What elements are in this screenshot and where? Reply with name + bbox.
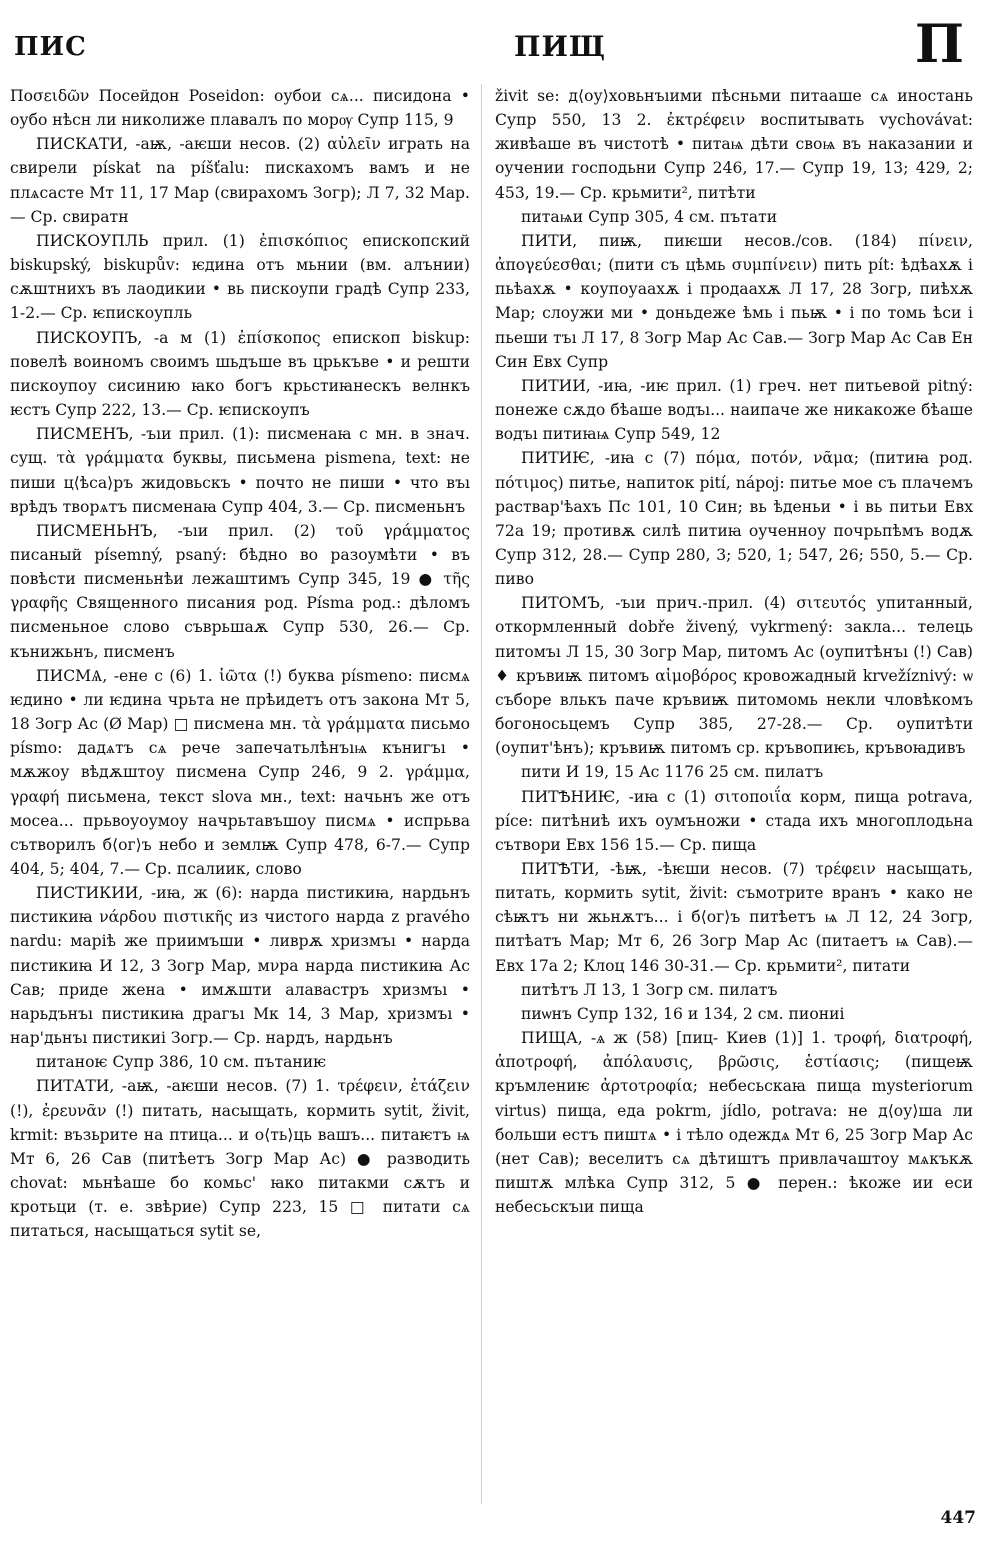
dictionary-entry: ПИТѢТИ, -ѣѭ, -ѣѥши несов. (7) τρέφειν насыщать, питать, кормить sytit, živit: съмотрите вранъ • како не сѣѭтъ ни жьнѫтъ... і б⟨ог⟩ъ питѣетъ ѩ Л 12, 24 Зогр, питѣатъ Мар; Мт 6, 26 Зогр Мар Ас (питаетъ ѩ Сав).— Евх 17а 2; Клоц 146 30-31.— Ср. крьмити², питати <box>495 860 973 975</box>
page-header <box>0 0 1000 80</box>
dictionary-entry: živit se: д⟨оу⟩ховьнъıими пѣсньми питааше сѧ иностань Супр 550, 13 2. ἐκτρέφειν воспитывать vychovávat: живѣаше въ чистотѣ • питаѩ дѣти своѩ въ наказании и оучении господьни Супр 246, 17.— Супр 19, 13; 429, 2; 453, 19.— Ср. крьмити², питѣти <box>495 87 973 202</box>
dictionary-entry: ПИТИ, пиѭ, пиѥши несов./сов. (184) πίνειν, ἀπογεύεσθαι; (пити съ цѣмь συμπίνειν) пить pít: ѣдѣахѫ і пьѣахѫ • коупоуаахѫ і продаахѫ Л 17, 28 Зогр, пиѣхѫ Мар; слоужи ми • доньдеже ѣмь і пьѭ • і по томь ѣси і пьеши тъı Л 17, 8 Зогр Мар Ас Сав.— Зогр Мар Ас Сав Ен Син Евх Супр <box>495 231 973 371</box>
dictionary-entry: ПИСМѦ, -ене с (6) 1. ἰῶτα (!) буква písmeno: писмѧ ѥдино • ли ѥдина чрьта не прѣидетъ отъ закона Мт 5, 18 Зогр Ас (Ø Мар) □ писмена мн. τὰ γράμματα письмо písmo: дадѧтъ сѧ рече запечатьлѣнъıѩ кънигъı • мѫжоу вѣдѫштоу писмена Супр 246, 9 2. γράμμα, γραφή письмена, текст slova мн., text: начьнъ же отъ мосеа... прьвоуоумоу начрьтавъшоу писмѧ • испрьва сътворилъ б⟨ог⟩ъ небо и землѭ Супр 478, 6-7.— Супр 404, 5; 404, 7.— Ср. псалиик, слово <box>10 666 470 878</box>
dictionary-entry: питаѩи Супр 305, 4 см. пътати <box>521 207 778 226</box>
dictionary-entry: пити И 19, 15 Ас 1176 25 см. пилатъ <box>521 763 824 782</box>
column-divider <box>481 84 482 1504</box>
page-number: 447 <box>940 1508 976 1528</box>
right-column <box>495 84 973 1506</box>
dictionary-entry: питѣтъ Л 13, 1 Зогр см. пилатъ <box>521 980 778 999</box>
dictionary-entry: ПИТАТИ, -аѭ, -аѥши несов. (7) 1. τρέφειν, ἐτάζειν (!), ἐρευνᾶν (!) питать, насыщать, кормить sytit, živit, krmit: възьрите на птица... и о⟨ть⟩ць вашъ... питаѥтъ ѩ Мт 6, 26 Сав (питѣетъ Зогр Мар Ас) ● разводить chovat: мьнѣаше бо комьс' ꙗко питакми сѫтъ и кротьци (т. е. звѣрие) Супр 223, 15 □ питати сѧ питаться, насыщаться sytit se, <box>10 1077 470 1241</box>
dictionary-entry: ПИСКОУПЛЬ прил. (1) ἐπισκόπιος епископский biskupský, biskupův: ѥдина отъ мьнии (вм. алънии) сѫштнихъ въ лаодикии • вь пискоупи градѣ Супр 233, 1-2.— Ср. ѥпискоупль <box>10 231 470 323</box>
dictionary-entry: ПИТИИ, -иꙗ, -иѥ прил. (1) греч. нет питьевой pitný: понеже сѫдо бѣаше водъı... наипаче же никакоже бѣаше водъı питиꙗѩ Супр 549, 12 <box>495 376 973 444</box>
dictionary-entry: ПИТИѤ, -иꙗ с (7) πόμα, ποτόν, νᾶμα; (питиꙗ род. πότιμος) питье, напиток pití, nápoj: питье мое съ плачемъ раствар'ѣахъ Пс 101, 10 Син; вь ѣденьи • і вь питьи Евх 72а 19; противѫ силѣ питиꙗ оученноу почрьпѣмъ водѫ Супр 312, 28.— Супр 280, 3; 520, 1; 547, 26; 550, 5.— Ср. пиво <box>495 449 973 589</box>
section-letter: П <box>914 14 964 75</box>
dictionary-entry: ПИСТИКИИ, -иꙗ, ж (6): нарда пистикиꙗ, нардьнъ пистикиꙗ νάρδου πιστικῆς из чистого нарда z pravého nardu: маріѣ же приимъши • ливрѫ хризмъı • нарда пистикиꙗ И 12, 3 Зогр Мар, мνра нарда пистикиꙗ Ас Сав; приде жена • имѫшти алавастръ хризмъı • нарьдънъı пистикиꙗ драгъı Мк 14, 3 Мар, хризмъı • нар'дьнъı пистикиі Зогр.— Ср. нардъ, нардьнъ <box>10 884 470 1048</box>
dictionary-entry: ПИЩА, -ѧ ж (58) [пиц- Киев (1)] 1. τροφή, διατροφή, ἀποτροφή, ἀπόλαυσις, βρῶσις, ἑστίασις; (пищеѭ кръмлениѥ ἀρτοτροφία; небесьскаꙗ пища mysteriorum virtus) пища, еда pokrm, jídlo, potrava: не д⟨оу⟩ша ли больши естъ пиштѧ • і тѣло одеждѧ Мт 6, 25 Зогр Мар Ас (нет Сав); веселитъ сѧ дѣтиштъ привлачаштоу мѧкъкѫ пиштѫ млѣка Супр 312, 5 ● перен.: ѣкоже ии еси небесьскъıи пища <box>495 1029 973 1217</box>
center-running-headword: ПИЩ <box>514 30 607 63</box>
left-running-headword: ПИС <box>14 32 87 62</box>
dictionary-entry: ПИТѢНИѤ, -иꙗ с (1) σιτοποιΐα корм, пища potrava, píce: питѣниѣ ихъ оумъножи • стада ихъ многоплодьна сътвори Евх 156 15.— Ср. пища <box>495 787 973 854</box>
dictionary-entry: ПИТОМЪ, -ъıи прич.-прил. (4) σιτευτός упитанный, откормленный dobře živený, vykrmený: закла... телець питомъı Л 15, 30 Зогр Мар, питомъ Ас (оупитѣнъı (!) Сав) ♦ кръвиѭ питомъ αἱμοβόρος кровожадный krvežíznivý: ѡ съборе влькъ паче кръвиѭ питомомь некли чловѣкомъ богоносьцемъ Супр 385, 27-28.— Ср. оупитѣти (оупит'ѣнъ); кръвиѭ питомъ ср. кръвопиѥь, кръвоꙗдивъ <box>495 594 973 758</box>
dictionary-entry: ПИСМЕНЬНЪ, -ъıи прил. (2) τοῦ γράμματος писаный písemný, psaný: бѣдно во разоумѣти • въ повѣсти писменьнѣи лежаштимъ Супр 345, 19 ● τῆς γραφῆς Священного писания род. Písma род.: дѣломъ писменьное слово съврьшаѫ Супр 530, 26.— Ср. кънижьнъ, писменъ <box>10 521 470 661</box>
dictionary-entry: ПИСКАТИ, -аѭ, -аѥши несов. (2) αὐλεῖν играть на свирели pískat na píšťalu: пискахомъ вамъ и не плѧсасте Мт 11, 17 Мар (свирахомъ Зогр); Л 7, 32 Мар.— Ср. свиратн <box>10 135 470 226</box>
left-column <box>10 84 470 1506</box>
dictionary-entry: ПИСМЕНЪ, -ъıи прил. (1): писменаꙗ с мн. в знач. сущ. τὰ γράμματα буквы, письмена pismena, text: не пиши ц⟨ѣса⟩ръ жидовьскъ • почто не пиши • что въı врѣдъ творѧтъ писменаꙗ Супр 404, 3.— Ср. писменьнъ <box>10 425 470 516</box>
dictionary-entry: Ποσειδῶν Посейдон Poseidon: оубои сѧ... писидона • оубо нѣсн ли николиже плавалъ по морѹ Супр 115, 9 <box>10 87 470 130</box>
dictionary-entry: ПИСКОУПЪ, -а м (1) ἐπίσκοπος епископ biskup: повелѣ воиномъ своимъ шьдъше въ црькъве • и решти пискоупоу сисинию ꙗко богъ крьстиꙗнескъ велнкъ ѥстъ Супр 222, 13.— Ср. ѥпискоупъ <box>10 328 470 420</box>
dictionary-entry: питаноѥ Супр 386, 10 см. пътаниѥ <box>36 1053 327 1072</box>
dictionary-entry: пиѡнъ Супр 132, 16 и 134, 2 см. пиониі <box>521 1004 845 1023</box>
